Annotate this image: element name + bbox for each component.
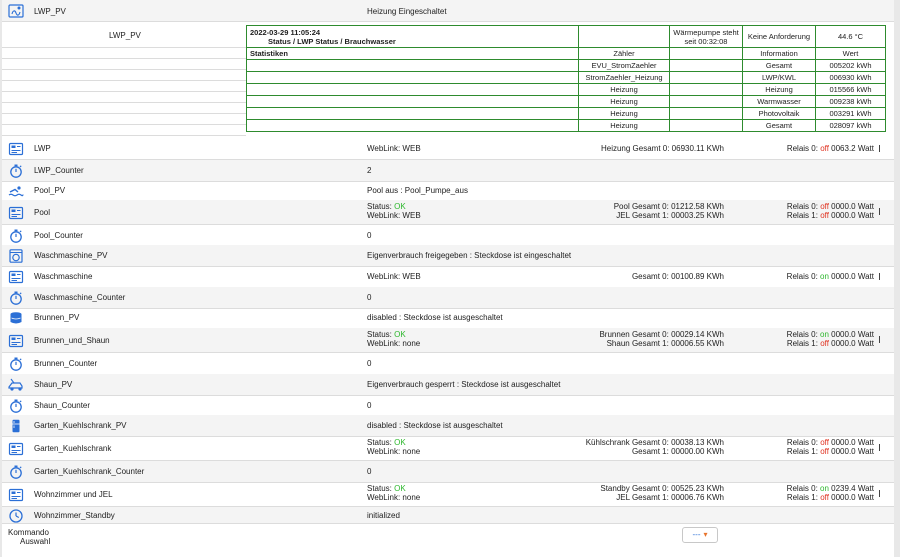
heat-pump-icon — [8, 4, 24, 18]
device-row[interactable] — [2, 415, 894, 437]
spacer-cell — [2, 59, 246, 70]
device-name[interactable]: Waschmaschine — [34, 272, 93, 281]
device-state: 0 — [367, 467, 372, 476]
device-name[interactable]: Waschmaschine_PV — [34, 251, 108, 260]
zaehler-cell: Heizung — [579, 96, 670, 108]
relay-states — [787, 330, 874, 348]
relay-label: Relais 0: — [786, 202, 821, 211]
device-state: 0 — [367, 231, 372, 240]
device-panel-icon — [8, 270, 24, 284]
spacer-cell — [2, 70, 246, 81]
clock-icon — [8, 509, 24, 523]
device-row[interactable] — [2, 180, 894, 202]
device-name[interactable]: Wohnzimmer_Standby — [34, 511, 115, 520]
device-row[interactable] — [2, 328, 894, 353]
separator — [879, 208, 880, 215]
separator — [879, 145, 880, 152]
status-ok-value: OK — [394, 330, 406, 339]
info-cell: Warmwasser — [743, 96, 816, 108]
stopwatch-icon — [8, 465, 24, 479]
relay-power: 0000.0 Watt — [828, 202, 874, 211]
table-row — [247, 84, 886, 96]
relay-state: off — [820, 211, 829, 220]
energy-reading: Gesamt 0: 00100.89 KWh — [631, 272, 724, 281]
stopwatch-icon — [8, 291, 24, 305]
zaehler-cell: Heizung — [579, 120, 670, 132]
device-row[interactable] — [2, 436, 894, 461]
separator — [879, 336, 880, 343]
weblink-text: WebLink: none — [367, 493, 421, 502]
relay-label: Relais 1: — [786, 447, 821, 456]
zaehler-cell: StromZaehler_Heizung — [579, 72, 670, 84]
device-name[interactable]: Garten_Kuehlschrank — [34, 444, 112, 453]
device-state: 0 — [367, 359, 372, 368]
device-row[interactable] — [2, 225, 894, 247]
device-state: Eigenverbrauch gesperrt : Steckdose ist ausgeschaltet — [367, 380, 561, 389]
device-name[interactable]: Garten_Kuehlschrank_PV — [34, 421, 127, 430]
device-row[interactable] — [2, 287, 894, 309]
zaehler-cell: EVU_StromZaehler — [579, 60, 670, 72]
device-status-block — [367, 484, 420, 502]
relay-state: on — [820, 484, 829, 493]
relay-power: 0000.0 Watt — [828, 211, 874, 220]
device-row[interactable] — [2, 374, 894, 396]
device-row[interactable] — [2, 395, 894, 417]
lwp-timestamp: 2022-03-29 11:05:24 — [250, 27, 321, 37]
relay-states — [787, 484, 874, 502]
energy-readings — [586, 438, 724, 456]
status-ok-value: OK — [394, 438, 406, 447]
command-label-line2: Auswahl — [20, 537, 51, 546]
table-row — [247, 72, 886, 84]
relay-state: off — [820, 438, 829, 447]
separator — [879, 490, 880, 497]
zaehler-cell: Heizung — [579, 108, 670, 120]
device-state: Pool aus : Pool_Pumpe_aus — [367, 186, 468, 195]
device-state: initialized — [367, 511, 400, 520]
relay-state: off — [820, 493, 829, 502]
spacer-cell — [2, 103, 246, 114]
device-name[interactable]: LWP — [34, 144, 51, 153]
device-status-block — [367, 202, 421, 220]
device-state: 0 — [367, 293, 372, 302]
command-label — [8, 528, 50, 546]
info-cell: Heizung — [743, 84, 816, 96]
device-state: 2 — [367, 166, 372, 175]
stopwatch-icon — [8, 164, 24, 178]
energy-reading: JEL Gesamt 1: 00003.25 KWh — [616, 211, 724, 220]
energy-readings — [599, 330, 724, 348]
device-name[interactable]: Wohnzimmer und JEL — [34, 490, 113, 499]
stopwatch-icon — [8, 357, 24, 371]
device-name[interactable]: Brunnen_PV — [34, 313, 80, 322]
information-header: Information — [743, 48, 816, 60]
device-state: Heizung Eingeschaltet — [367, 7, 447, 16]
device-name[interactable]: Garten_Kuehlschrank_Counter — [34, 467, 145, 476]
request-state: Keine Anforderung — [743, 26, 816, 48]
command-select[interactable] — [682, 527, 718, 543]
device-name[interactable]: Brunnen_Counter — [34, 359, 98, 368]
stopwatch-icon — [8, 399, 24, 413]
info-cell: Gesamt — [743, 120, 816, 132]
command-select-value: --- — [692, 530, 701, 539]
device-row[interactable] — [2, 307, 894, 329]
temperature-value: 44.6 °C — [816, 26, 886, 48]
table-row — [247, 60, 886, 72]
device-panel-icon — [8, 488, 24, 502]
device-row[interactable] — [2, 482, 894, 507]
lwp-status-table — [246, 25, 886, 132]
energy-reading: Heizung Gesamt 0: 06930.11 KWh — [600, 144, 724, 153]
relay-label: Relais 1: — [786, 493, 821, 502]
device-name[interactable]: Shaun_PV — [34, 380, 73, 389]
relay-label: Relais 0: — [786, 144, 821, 153]
relay-label: Relais 0: — [786, 484, 821, 493]
device-name[interactable]: Shaun_Counter — [34, 401, 91, 410]
zaehler-header: Zähler — [579, 48, 670, 60]
device-state: 0 — [367, 401, 372, 410]
device-name[interactable]: Pool — [34, 208, 51, 217]
relay-power: 0000.0 Watt — [828, 438, 874, 447]
chevron-down-icon: ▾ — [703, 530, 708, 539]
weblink-text: WebLink: none — [367, 447, 421, 456]
relay-label: Relais 0: — [786, 438, 821, 447]
spacer-cell — [2, 48, 246, 59]
relay-power: 0000.0 Watt — [828, 330, 874, 339]
relay-state: off — [820, 144, 829, 153]
status-label: Status: — [367, 330, 395, 339]
stopwatch-icon — [8, 229, 24, 243]
device-row[interactable] — [2, 266, 894, 288]
device-status-block — [367, 438, 420, 456]
value-cell: 028097 kWh — [816, 120, 886, 132]
lawn-mower-icon — [8, 378, 24, 392]
value-cell: 009238 kWh — [816, 96, 886, 108]
lwp-status-line: Status / LWP Status / Brauchwasser — [268, 36, 396, 46]
info-cell: LWP/KWL — [743, 72, 816, 84]
pump-state-line1: Wärmepumpe steht — [673, 27, 739, 37]
relay-label: Relais 1: — [786, 339, 821, 348]
relay-power: 0000.0 Watt — [828, 339, 874, 348]
device-panel-icon — [8, 334, 24, 348]
separator — [879, 444, 880, 451]
energy-reading: Brunnen Gesamt 0: 00029.14 KWh — [599, 330, 724, 339]
device-status-block — [367, 330, 420, 348]
relay-state: on — [820, 330, 829, 339]
device-row[interactable] — [2, 353, 894, 375]
spacer-cell — [2, 92, 246, 103]
value-cell: 015566 kWh — [816, 84, 886, 96]
relay-power: 0000.0 Watt — [828, 493, 874, 502]
device-state: disabled : Steckdose ist ausgeschaltet — [367, 421, 503, 430]
energy-reading: Shaun Gesamt 1: 00006.55 KWh — [606, 339, 724, 348]
relay-power: 0063.2 Watt — [828, 144, 874, 153]
fridge-icon — [8, 419, 24, 433]
energy-readings — [600, 484, 724, 502]
weblink-text: WebLink: WEB — [367, 211, 421, 220]
table-row — [247, 120, 886, 132]
device-panel-icon — [8, 142, 24, 156]
device-row[interactable] — [2, 461, 894, 483]
device-panel-icon — [8, 206, 24, 220]
command-row — [2, 522, 894, 557]
energy-readings — [614, 202, 724, 220]
status-label: Status: — [367, 438, 395, 447]
lwp-pv-name-cell — [2, 22, 246, 48]
swimmer-icon — [8, 184, 24, 198]
device-name[interactable]: LWP_Counter — [34, 166, 84, 175]
relay-states — [787, 272, 874, 281]
value-cell: 003291 kWh — [816, 108, 886, 120]
info-cell: Photovoltaik — [743, 108, 816, 120]
device-row-header[interactable] — [2, 0, 894, 22]
spacer-cell — [2, 125, 246, 136]
info-cell: Gesamt — [743, 60, 816, 72]
pump-state-line2: seit 00:32:08 — [684, 36, 728, 46]
spacer-cell — [2, 81, 246, 92]
relay-state: off — [820, 202, 829, 211]
relay-states — [787, 202, 874, 220]
energy-reading: Gesamt 1: 00000.00 KWh — [631, 447, 724, 456]
zaehler-cell: Heizung — [579, 84, 670, 96]
device-name[interactable]: Waschmaschine_Counter — [34, 293, 126, 302]
relay-state: off — [820, 339, 829, 348]
status-label: Status: — [367, 484, 395, 493]
relay-label: Relais 0: — [786, 272, 821, 281]
relay-state: off — [820, 447, 829, 456]
command-label-line1: Kommando — [8, 528, 49, 537]
device-name[interactable]: Pool_Counter — [34, 231, 83, 240]
relay-power: 0000.0 Watt — [828, 272, 874, 281]
device-name[interactable]: Brunnen_und_Shaun — [34, 336, 110, 345]
device-row[interactable] — [2, 245, 894, 267]
status-label: Status: — [367, 202, 395, 211]
device-name[interactable]: Pool_PV — [34, 186, 66, 195]
device-row[interactable] — [2, 200, 894, 225]
spacer-cell — [2, 114, 246, 125]
device-state: disabled : Steckdose ist ausgeschaltet — [367, 313, 503, 322]
energy-reading: Pool Gesamt 0: 01212.58 KWh — [613, 202, 724, 211]
status-ok-value: OK — [394, 484, 406, 493]
device-state: Eigenverbrauch freigegeben : Steckdose ist eingeschaltet — [367, 251, 572, 260]
value-cell: 006930 kWh — [816, 72, 886, 84]
statistics-label: Statistiken — [247, 48, 579, 60]
device-panel-icon — [8, 442, 24, 456]
relay-power: 0000.0 Watt — [828, 447, 874, 456]
energy-reading: JEL Gesamt 1: 00006.76 KWh — [616, 493, 724, 502]
relay-label: Relais 1: — [786, 211, 821, 220]
wert-header: Wert — [816, 48, 886, 60]
weblink-text: WebLink: none — [367, 339, 421, 348]
relay-states — [787, 438, 874, 456]
device-state: WebLink: WEB — [367, 144, 421, 153]
device-row[interactable] — [2, 160, 894, 182]
device-name[interactable]: LWP_PV — [109, 31, 141, 40]
status-ok-value: OK — [394, 202, 406, 211]
table-row — [247, 96, 886, 108]
energy-reading: Standby Gesamt 0: 00525.23 KWh — [600, 484, 724, 493]
relay-power: 0239.4 Watt — [828, 484, 874, 493]
device-row[interactable] — [2, 138, 894, 160]
device-list-panel — [2, 0, 894, 557]
relay-state: on — [820, 272, 829, 281]
relay-label: Relais 0: — [786, 330, 821, 339]
water-barrel-icon — [8, 311, 24, 325]
value-cell: 005202 kWh — [816, 60, 886, 72]
separator — [879, 273, 880, 280]
device-name[interactable]: LWP_PV — [34, 7, 66, 16]
energy-reading: Kühlschrank Gesamt 0: 00038.13 KWh — [585, 438, 724, 447]
device-state: WebLink: WEB — [367, 272, 421, 281]
table-row — [247, 108, 886, 120]
washing-machine-icon — [8, 249, 24, 263]
relay-states — [787, 144, 874, 153]
